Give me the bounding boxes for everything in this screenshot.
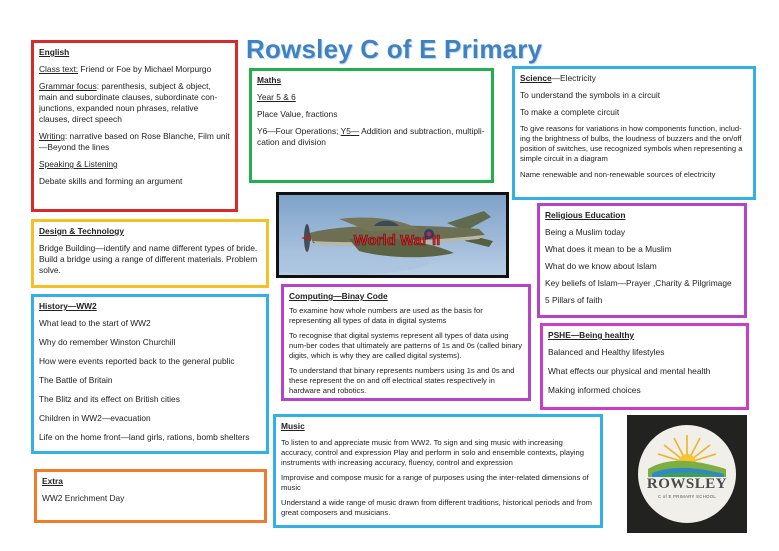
- computing-item: To examine how whole numbers are used as the basis for representing all types of data in digital systems: [289, 306, 483, 325]
- history-item: Why do remember Winston Churchill: [39, 337, 176, 347]
- pshe-item: Balanced and Healthy lifestyles: [548, 347, 665, 357]
- class-text: [39, 64, 230, 75]
- english-heading: English: [39, 47, 70, 57]
- pshe-item: Making informed choices: [548, 385, 641, 395]
- science-heading: Science: [520, 73, 552, 83]
- maths-year: Year 5 & 6: [257, 92, 296, 102]
- debate-text: Debate skills and forming an argument: [39, 176, 183, 186]
- pshe-heading: PSHE—Being healthy: [548, 330, 635, 340]
- re-item: What do we know about Islam: [545, 261, 657, 271]
- spitfire-illustration: [279, 195, 506, 275]
- writing-label: Writing: [39, 131, 65, 141]
- school-logo: [627, 415, 747, 533]
- history-item: Children in WW2—evacuation: [39, 413, 151, 423]
- page-title: Rowsley C of E Primary: [246, 34, 543, 64]
- design-panel: [31, 219, 269, 288]
- school-logo-emblem: [638, 425, 736, 523]
- music-item: Improvise and compose music for a range of purposes using the inter-related dimensions of music: [281, 473, 589, 492]
- design-text: Bridge Building—identify and name different types of bride. Build a bridge using a range of different materials. Problem solve.: [39, 243, 258, 275]
- maths-panel: [249, 68, 494, 183]
- maths-y5-label: Y5—: [340, 126, 360, 136]
- re-item: What does it mean to be a Muslim: [545, 244, 672, 254]
- history-item: The Battle of Britain: [39, 375, 113, 385]
- writing: [39, 131, 230, 153]
- maths-operations: [257, 126, 486, 148]
- science-panel: [512, 66, 756, 200]
- maths-y6: Y6—Four Operations;: [257, 126, 341, 136]
- science-item: To understand the symbols in a circuit: [520, 90, 661, 100]
- re-item: Key beliefs of Islam—Prayer ,Charity & Pilgrimage: [545, 278, 732, 288]
- english-panel: [31, 40, 238, 212]
- writing-value: : narrative based on Rose Blanche, Film unit—Beyond the lines: [39, 131, 230, 152]
- computing-heading: Computing—Binay Code: [289, 291, 388, 301]
- class-text-label: Class text:: [39, 64, 79, 74]
- pshe-panel: [540, 323, 749, 410]
- music-panel: [273, 414, 603, 528]
- design-heading: Design & Technology: [39, 226, 124, 236]
- re-item: Being a Muslim today: [545, 227, 626, 237]
- music-item: To listen to and appreciate music from WW2. To sign and sing music with increasing accuracy, control and expression Play and perform in solo and ensemble contexts, playing instruments with increasing accuracy, fluency, control and expression: [281, 438, 584, 467]
- maths-y5-value: Addition and subtraction, multipli-cation and division: [257, 126, 485, 147]
- history-panel: [31, 294, 269, 454]
- science-item: Name renewable and non-renewable sources of electricity: [520, 170, 716, 179]
- plane-caption: World War II: [353, 232, 441, 249]
- science-item: To give reasons for variations in how components function, includ-ing the brightness of bulbs, the loudness of buzzers and the on/off position of switches, use recognized symbols when representing a simple circuit in a diagram: [520, 124, 743, 163]
- extra-heading: Extra: [42, 476, 63, 486]
- re-panel: [537, 203, 747, 318]
- school-logo-subtitle: C of E PRIMARY SCHOOL: [657, 494, 717, 499]
- sun-and-hills-icon: [638, 425, 736, 477]
- history-heading: History—WW2: [39, 301, 97, 311]
- extra-panel: [34, 469, 267, 523]
- speaking-label: Speaking & Listening: [39, 159, 118, 169]
- music-item: Understand a wide range of music drawn from different traditions, historical periods and from great composers and musicians.: [281, 498, 592, 517]
- computing-item: To understand that binary represents numbers using 1s and 0s and these represent the on and off electrical states respectively in hardware and robotics.: [289, 366, 515, 395]
- spitfire-image: [276, 192, 509, 278]
- history-item: The Blitz and its effect on British cities: [39, 394, 180, 404]
- extra-text: WW2 Enrichment Day: [42, 493, 125, 503]
- grammar-label: Grammar focus: [39, 81, 97, 91]
- science-topic: —Electricity: [551, 73, 596, 83]
- school-logo-name: ROWSLEY: [646, 476, 728, 492]
- computing-item: To recognise that digital systems represent all types of data using num-ber codes that ultimately are patterns of 1s and 0s (called binary digits, which is why they are called digital systems).: [289, 331, 522, 360]
- music-heading: Music: [281, 421, 305, 431]
- grammar-value: : parenthesis, subject & object, main and subordinate clauses, subordinate con-junctions, expanded noun phrases, relative clauses, direct speech: [39, 81, 218, 124]
- history-item: How were events reported back to the general public: [39, 356, 235, 366]
- computing-panel: [281, 284, 531, 401]
- maths-heading: Maths: [257, 75, 282, 85]
- maths-place-value: Place Value, fractions: [257, 109, 338, 119]
- re-item: 5 Pillars of faith: [545, 295, 603, 305]
- science-item: To make a complete circuit: [520, 107, 620, 117]
- history-item: Life on the home front—land girls, rations, bomb shelters: [39, 432, 250, 442]
- re-heading: Religious Education: [545, 210, 626, 220]
- class-text-value: Friend or Foe by Michael Morpurgo: [78, 64, 212, 74]
- pshe-item: What effects our physical and mental health: [548, 366, 711, 376]
- grammar-focus: [39, 81, 230, 125]
- science-heading-line: [520, 73, 748, 84]
- history-item: What lead to the start of WW2: [39, 318, 151, 328]
